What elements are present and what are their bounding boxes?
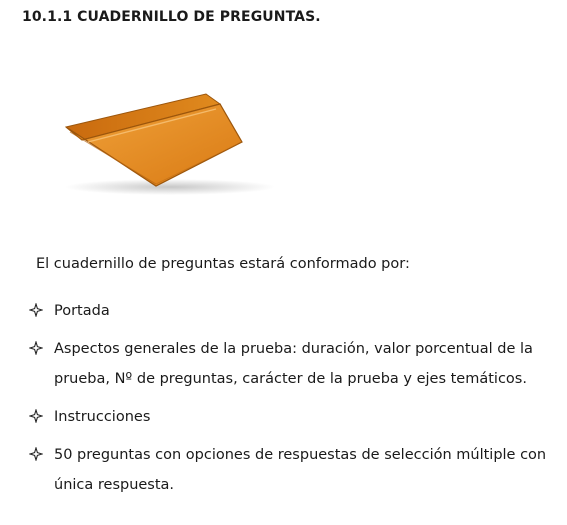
list-item-text: 50 preguntas con opciones de respuestas de selección múltiple con única respuesta.	[54, 447, 547, 493]
list-item-text: Aspectos generales de la prueba: duración, valor porcentual de la prueba, Nº de preguntas, carácter de la prueba y ejes temáticos.	[54, 341, 533, 387]
diamond-bullet-icon	[29, 447, 43, 461]
envelope-icon	[30, 62, 280, 212]
intro-text: El cuadernillo de preguntas estará conformado por:	[36, 256, 410, 272]
contents-list	[29, 296, 554, 508]
diamond-bullet-icon	[29, 341, 43, 355]
list-item	[29, 440, 554, 500]
list-item	[29, 334, 554, 394]
diamond-bullet-icon	[29, 303, 43, 317]
list-item-text: Portada	[54, 303, 110, 319]
list-item	[29, 402, 554, 432]
diamond-bullet-icon	[29, 409, 43, 423]
list-item-text: Instrucciones	[54, 409, 151, 425]
list-item	[29, 296, 554, 326]
section-heading: 10.1.1 CUADERNILLO DE PREGUNTAS.	[22, 9, 321, 25]
